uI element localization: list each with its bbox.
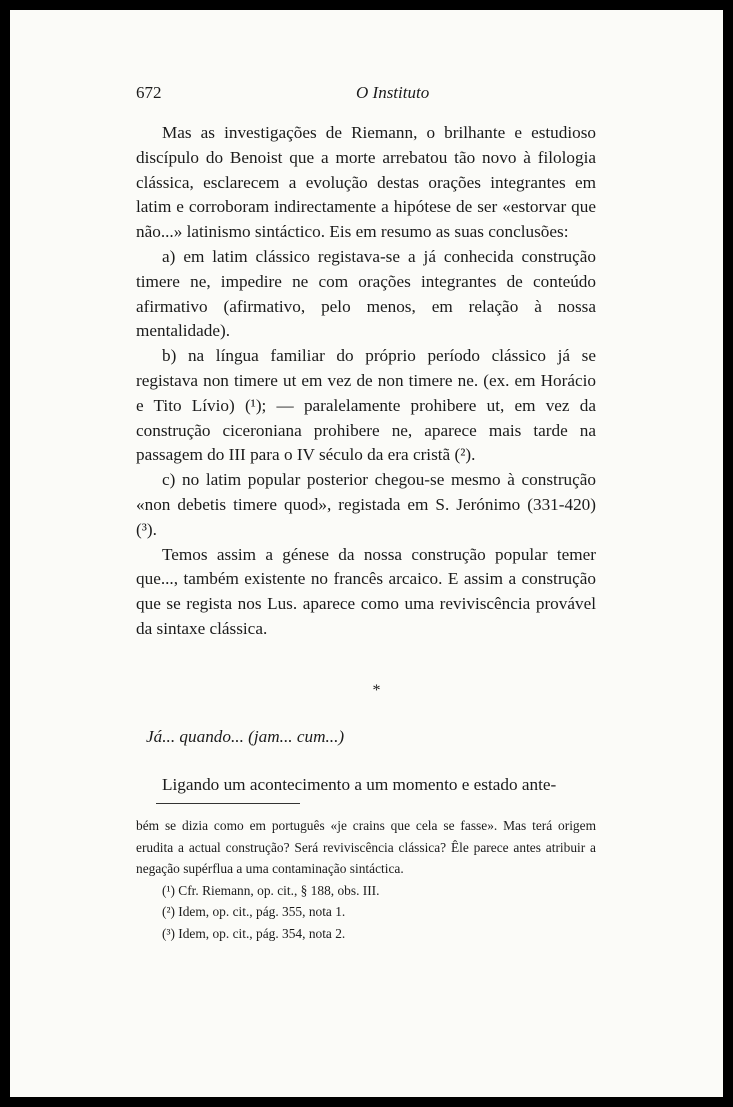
footnote-continuation: bém se dizia como em português «je crains que cela se fasse». Mas terá origem erudita a actual construção? Será reviviscência clássica? Êle parece antes atribuir a negação supérflua a uma contaminação sintáctica. [136, 818, 596, 876]
footnote-rule [156, 803, 300, 804]
paragraph-conclusion: Temos assim a génese da nossa construção popular temer que..., também existente no francês arcaico. E assim a construção que se regista nos Lus. aparece como uma reviviscência provável da sintaxe clássica. [136, 544, 596, 638]
footnote-2: (²) Idem, op. cit., pág. 355, nota 1. [162, 904, 346, 919]
paragraph-new-section: Ligando um acontecimento a um momento e estado ante- [162, 775, 557, 794]
body-text [136, 121, 596, 642]
footnote-3: (³) Idem, op. cit., pág. 354, nota 2. [162, 925, 346, 941]
book-page [10, 10, 723, 1097]
section-divider-asterisk: * [372, 682, 381, 699]
paragraph-point-c: c) no latim popular posterior chegou-se mesmo à construção «non debetis timere quod», registada em S. Jerónimo (331-420) (³). [136, 470, 596, 539]
paragraph-point-b: b) na língua familiar do próprio período clássico já se registava non timere ut em vez de non timere ne. (ex. em Horácio e Tito Lívio) (¹); — paralelamente prohibere ut, em vez da construção ciceroniana prohibere ne, aparece mais tarde na passagem do III para o IV século da era cristã (²). [136, 346, 596, 465]
paragraph-intro: Mas as investigações de Riemann, o brilhante e estudioso discípulo do Benoist que a morte arrebatou tão novo à filologia clássica, esclarecem a evolução destas orações integrantes em latim e corroboram indirectamente a hipótese de ser «estorvar que não...» latinismo sintáctico. Eis em resumo as suas conclusões: [136, 123, 596, 242]
running-head [136, 83, 596, 107]
footnote-1: (¹) Cfr. Riemann, op. cit., § 188, obs. III. [162, 882, 380, 898]
footnotes [136, 815, 596, 944]
paragraph-point-a: a) em latim clássico registava-se a já conhecida construção timere ne, impedire ne com orações integrantes de conteúdo afirmativo (afirmativo, pelo menos, em relação à nossa mentalidade). [136, 246, 596, 341]
section-heading: Já... quando... (jam... cum...) [146, 727, 345, 746]
new-section-text [136, 773, 596, 798]
page-number: 672 [136, 83, 162, 102]
running-title: O Instituto [356, 83, 430, 102]
